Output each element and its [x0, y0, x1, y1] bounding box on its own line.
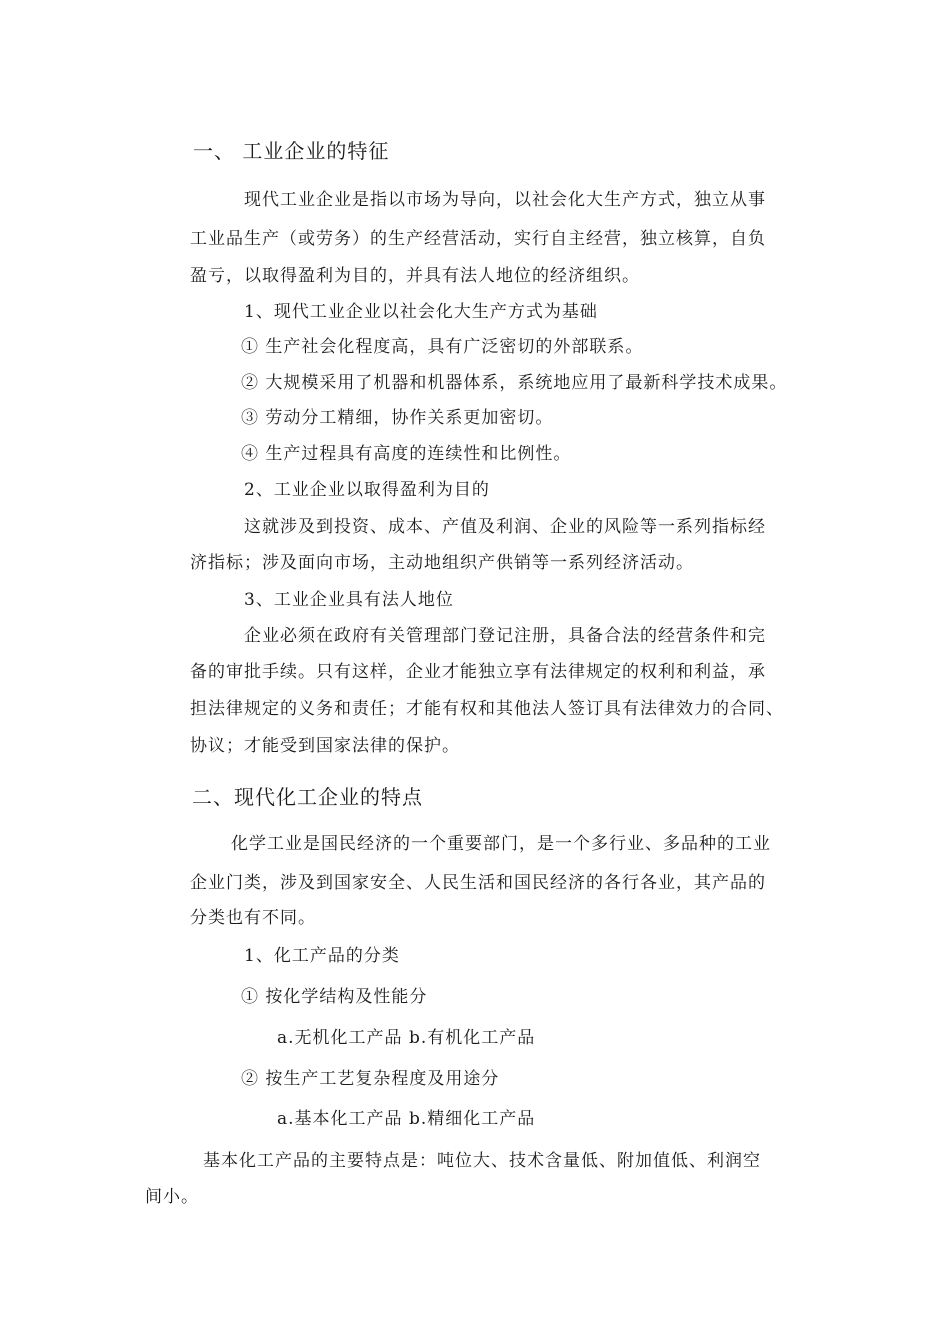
classification-1-title: ① 按化学结构及性能分 [241, 987, 428, 1007]
point-1-item-3: ③ 劳动分工精细，协作关系更加密切。 [241, 408, 554, 428]
point-1-title: 1、现代工业企业以社会化大生产方式为基础 [244, 302, 598, 322]
section-1-intro-line-1: 现代工业企业是指以市场为导向，以社会化大生产方式，独立从事 [244, 190, 766, 210]
section-1-intro-line-3: 盈亏，以取得盈利为目的，并具有法人地位的经济组织。 [190, 266, 640, 286]
basic-features-line-2: 间小。 [145, 1187, 199, 1207]
point-3-title: 3、工业企业具有法人地位 [244, 590, 454, 610]
section-1-intro-line-2: 工业品生产（或劳务）的生产经营活动，实行自主经营，独立核算，自负 [190, 229, 766, 249]
section-2-intro-line-1: 化学工业是国民经济的一个重要部门，是一个多行业、多品种的工业 [231, 834, 771, 854]
point-1-item-2: ② 大规模采用了机器和机器体系，系统地应用了最新科学技术成果。 [241, 373, 788, 393]
point-3-text-line-1: 企业必须在政府有关管理部门登记注册，具备合法的经营条件和完 [244, 626, 766, 646]
section-2-intro-line-3: 分类也有不同。 [190, 908, 316, 928]
point-3-text-line-2: 备的审批手续。只有这样，企业才能独立享有法律规定的权利和利益，承 [190, 662, 766, 682]
section-2-intro-line-2: 企业门类，涉及到国家安全、人民生活和国民经济的各行各业，其产品的 [190, 873, 766, 893]
point-2-title: 2、工业企业以取得盈利为目的 [244, 480, 490, 500]
point-1-item-4: ④ 生产过程具有高度的连续性和比例性。 [241, 444, 572, 464]
classification-2-title: ② 按生产工艺复杂程度及用途分 [241, 1069, 500, 1089]
point-1-item-1: ① 生产社会化程度高，具有广泛密切的外部联系。 [241, 337, 644, 357]
section-2-point-1-title: 1、化工产品的分类 [244, 946, 400, 966]
basic-features-line-1: 基本化工产品的主要特点是：吨位大、技术含量低、附加值低、利润空 [203, 1151, 761, 1171]
section-1-heading: 一、 工业企业的特征 [193, 139, 390, 163]
point-3-text-line-4: 协议；才能受到国家法律的保护。 [190, 736, 460, 756]
classification-1-items: a.无机化工产品 b.有机化工产品 [277, 1028, 536, 1048]
point-2-text-line-1: 这就涉及到投资、成本、产值及利润、企业的风险等一系列指标经 [244, 517, 766, 537]
classification-2-items: a.基本化工产品 b.精细化工产品 [277, 1109, 536, 1129]
point-3-text-line-3: 担法律规定的义务和责任；才能有权和其他法人签订具有法律效力的合同、 [190, 699, 784, 719]
section-2-heading: 二、现代化工企业的特点 [192, 785, 423, 809]
point-2-text-line-2: 济指标；涉及面向市场，主动地组织产供销等一系列经济活动。 [190, 553, 694, 573]
